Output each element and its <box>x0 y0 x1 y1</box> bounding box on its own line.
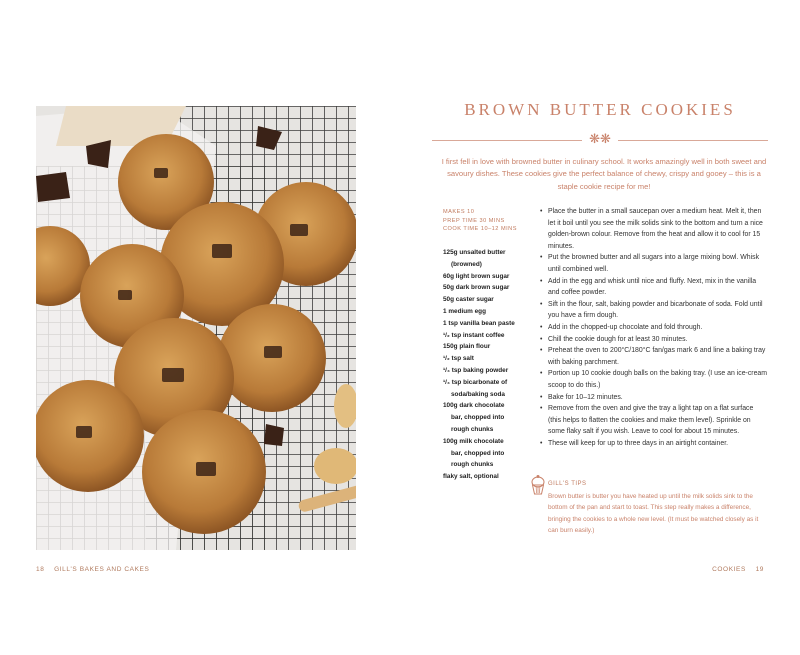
method-step: • Add in the chopped-up chocolate and fold through. <box>540 322 768 334</box>
ingredient-line: 100g milk chocolate <box>443 437 504 445</box>
ingredient-line: rough chunks <box>451 461 494 469</box>
left-page-number: 18 <box>36 566 45 573</box>
method-step: • Chill the cookie dough for at least 30 minutes. <box>540 334 768 346</box>
ingredient-line: ¹/₂ tsp instant coffee <box>443 331 505 339</box>
makes-label: MAKES 10 <box>443 209 475 215</box>
title-rule-left <box>432 140 582 141</box>
ingredient-line: soda/baking soda <box>451 390 505 398</box>
cookies-photo <box>36 106 356 550</box>
recipe-title: BROWN BUTTER COOKIES <box>464 100 736 119</box>
method-step: • Bake for 10–12 minutes. <box>540 392 768 404</box>
ingredients-list <box>443 247 535 483</box>
ingredient-line: 1 tsp vanilla bean paste <box>443 319 515 327</box>
ingredient-line: 150g plain flour <box>443 343 491 351</box>
ingredient-line: ¹/₄ tsp baking powder <box>443 366 509 374</box>
recipe-intro: I first fell in love with browned butter in culinary school. It works amazingly well in both sweet and savoury dishes. These cookies give the perfect balance of chewy, crispy and gooey – this is a staple cookie recipe for me! <box>441 157 767 191</box>
right-folio <box>712 566 764 573</box>
method-step: • Place the butter in a small saucepan over a medium heat. Melt it, then let it boil until you see the milk solids sink to the bottom and turn a nice golden-brown colour. Remove from the heat and allow it to cool for 15 minutes. <box>540 206 768 252</box>
ingredient-line: 50g caster sugar <box>443 296 494 304</box>
method-step: • Add in the egg and whisk until nice and fluffy. Next, mix in the vanilla and coffee powder. <box>540 276 768 299</box>
ingredient-line: bar, chopped into <box>451 449 505 457</box>
right-page-number: 19 <box>755 566 764 573</box>
method-step: • Preheat the oven to 200°C/180°C fan/gas mark 6 and line a baking tray with baking parchment. <box>540 345 768 368</box>
method-step: • These will keep for up to three days in an airtight container. <box>540 438 768 450</box>
ornament-icon: ❋❋ <box>589 131 611 146</box>
method-steps <box>540 206 768 449</box>
cook-time: COOK TIME 10–12 MINS <box>443 226 517 233</box>
ingredient-line: ¹/₂ tsp salt <box>443 355 474 363</box>
ingredient-line: bar, chopped into <box>451 414 505 422</box>
cupcake-icon <box>531 474 545 496</box>
prep-time: PREP TIME 30 MINS <box>443 217 505 224</box>
ingredient-line: flaky salt, optional <box>443 473 499 481</box>
tips-title: GILL'S TIPS <box>548 481 587 487</box>
left-folio <box>36 566 149 573</box>
tips-text: Brown butter is butter you have heated up until the milk solids sink to the bottom of the pan and start to toast. This step really makes a difference, bringing the cookies to a whole new level. (It must be watched closely as it can burn easily.) <box>548 493 759 535</box>
method-step: • Sift in the flour, salt, baking powder and bicarbonate of soda. Fold until you have a firm dough. <box>540 299 768 322</box>
cookies-illustration <box>36 106 356 550</box>
book-title: GILL'S BAKES AND CAKES <box>54 566 150 573</box>
ingredient-line: 50g dark brown sugar <box>443 284 510 292</box>
title-rule-right <box>618 140 768 141</box>
ingredient-line: 60g light brown sugar <box>443 272 510 280</box>
ingredient-line: 100g dark chocolate <box>443 402 505 410</box>
ingredient-line: 125g unsalted butter <box>443 249 506 256</box>
method-step: • Remove from the oven and give the tray a light tap on a flat surface (this helps to flatten the cookies and make them level). Sprinkle on some flaky salt if you wish. Leave to cool for about 15 minutes. <box>540 403 768 438</box>
ingredient-line: (browned) <box>451 260 482 268</box>
ingredient-line: 1 medium egg <box>443 307 486 315</box>
method-step: • Portion up 10 cookie dough balls on the baking tray. (I use an ice-cream scoop to do this.) <box>540 368 768 391</box>
chapter-title: COOKIES <box>712 566 746 573</box>
recipe-meta <box>443 208 533 234</box>
method-step: • Put the browned butter and all sugars into a large mixing bowl. Whisk until combined well. <box>540 252 768 275</box>
ingredient-line: rough chunks <box>451 425 494 433</box>
ingredient-line: ¹/₄ tsp bicarbonate of <box>443 378 508 386</box>
